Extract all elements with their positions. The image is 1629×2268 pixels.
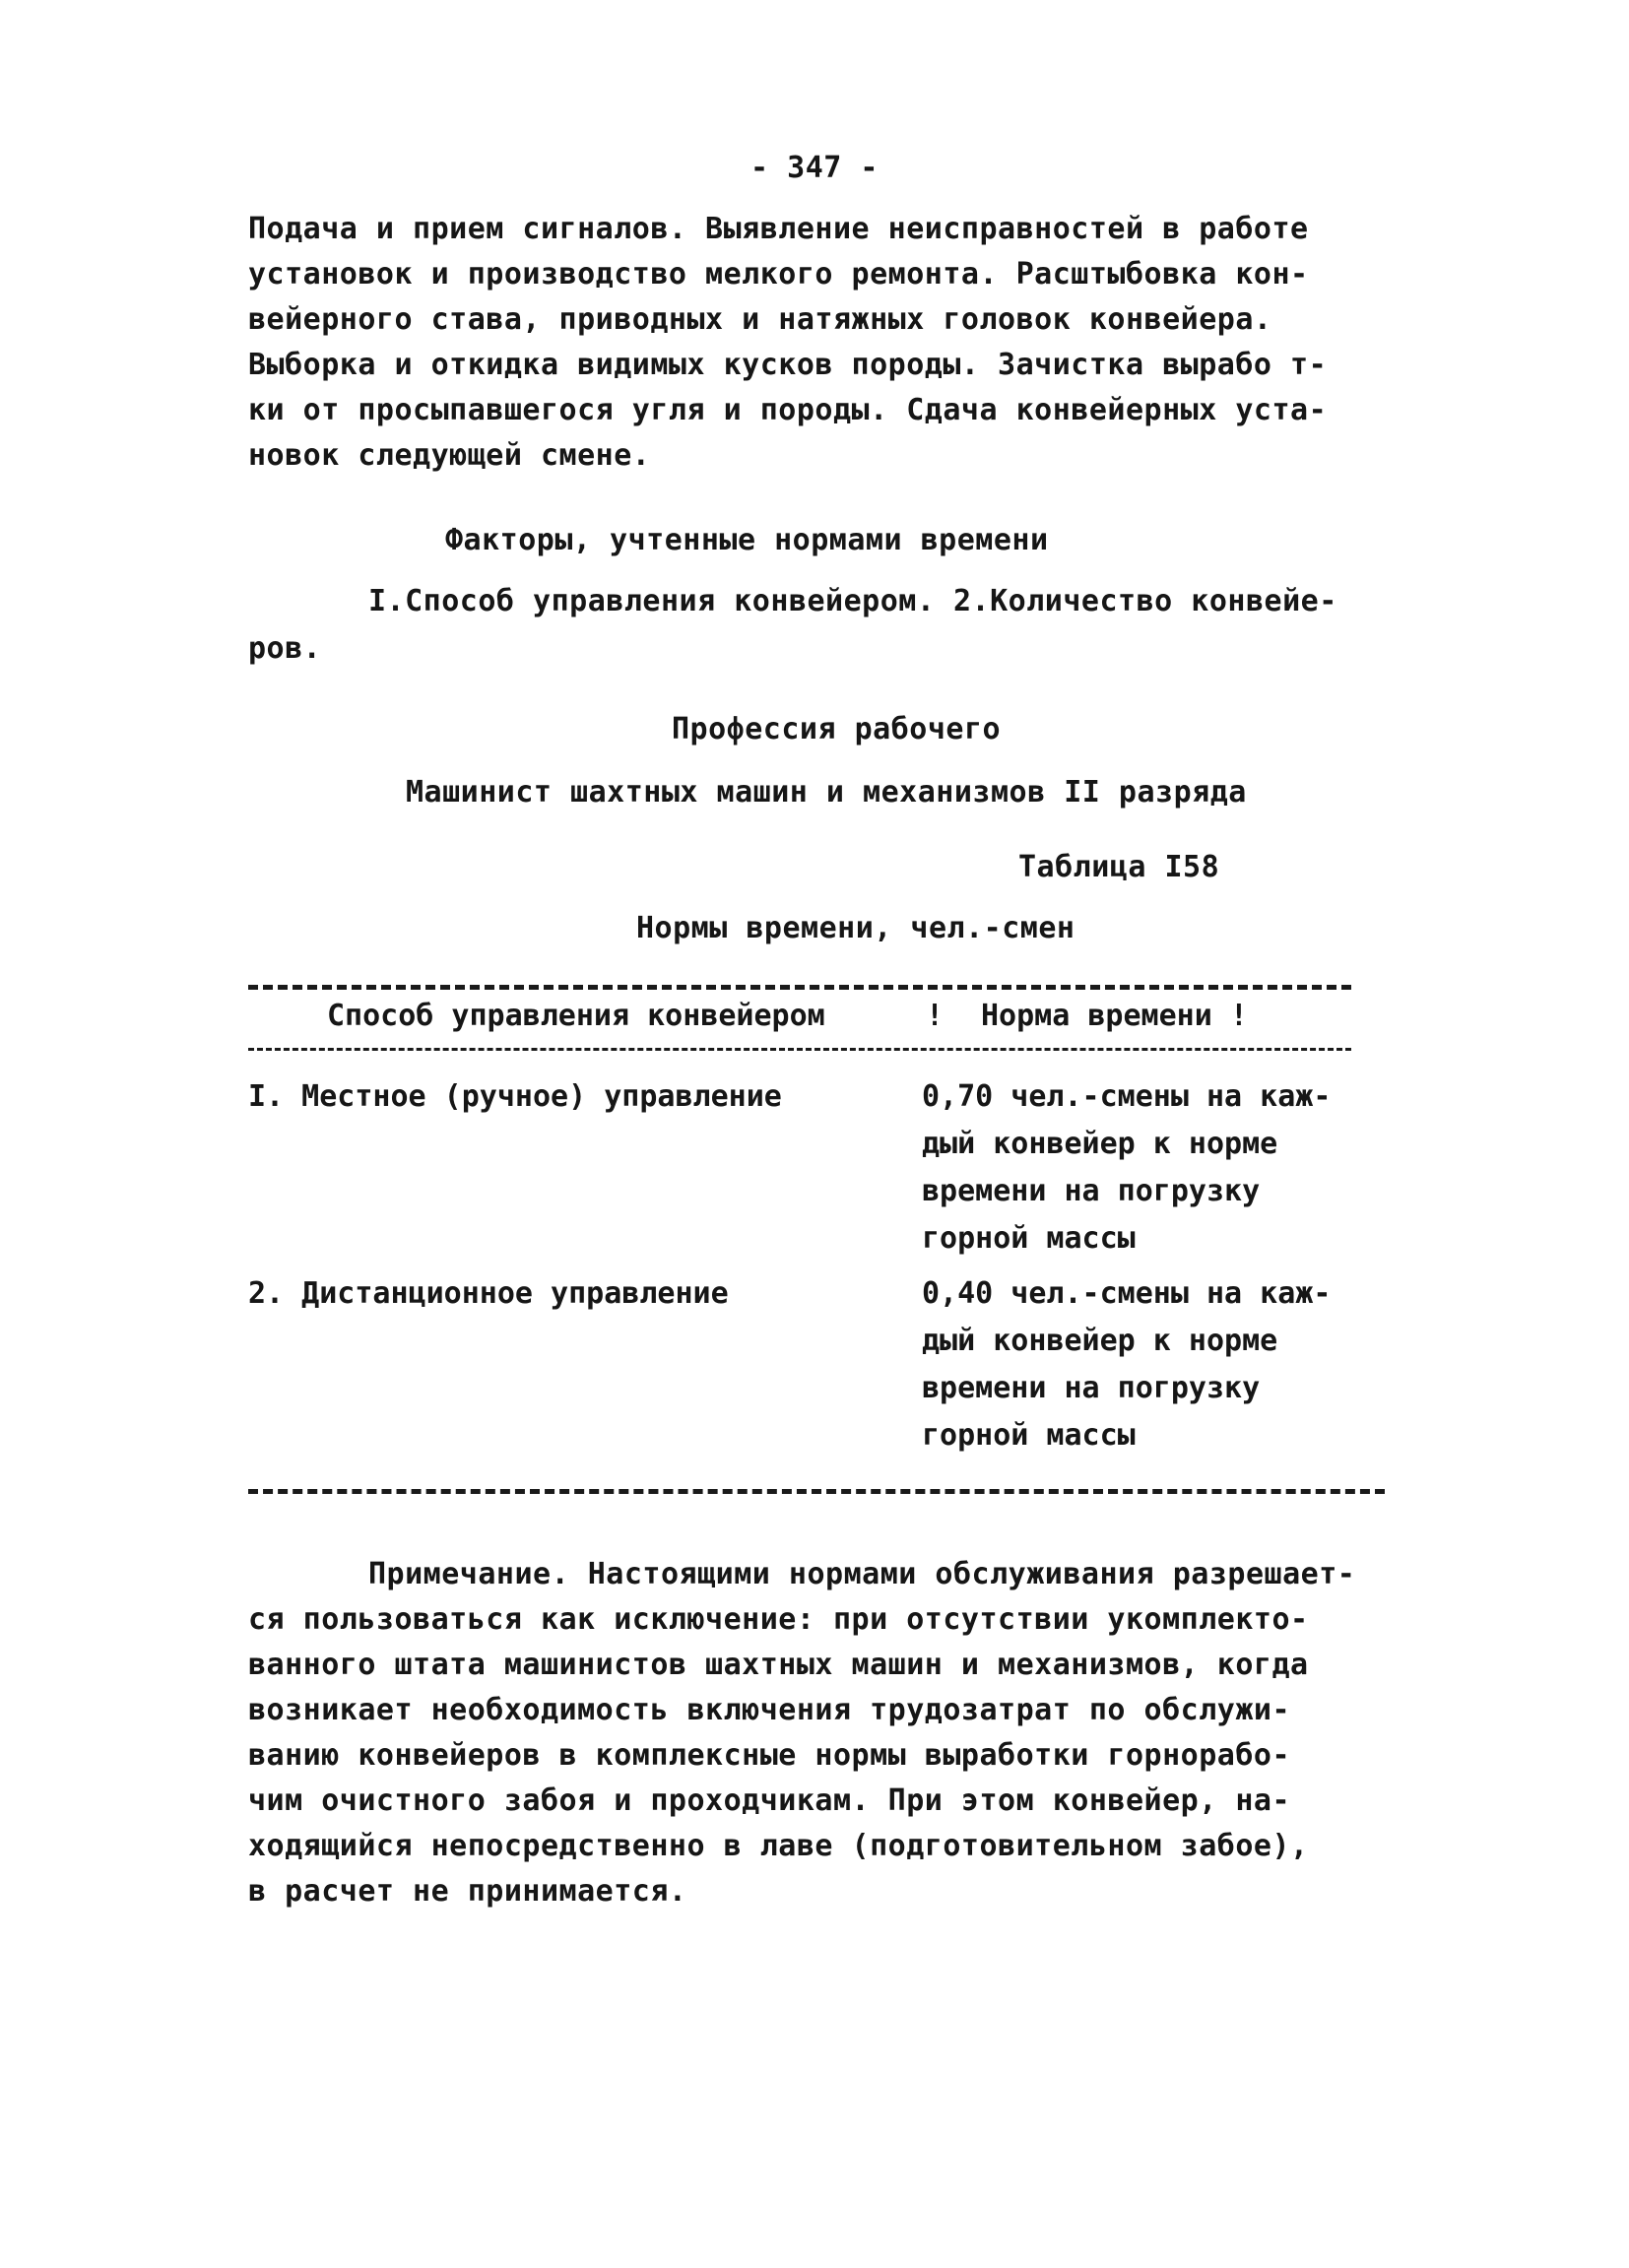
table-caption: Нормы времени, чел.-смен — [636, 911, 1075, 945]
table-bottom-rule — [248, 1489, 1385, 1494]
note-line: ходящийся непосредственно в лаве (подготовительном забое), — [248, 1829, 1309, 1863]
note-line: возникает необходимость включения трудозатрат по обслужи- — [248, 1693, 1291, 1727]
note-line: в расчет не принимается. — [248, 1874, 687, 1909]
table-row-norm-line: 0,70 чел.-смены на каж- — [922, 1079, 1332, 1114]
page-number: - 347 - — [750, 151, 879, 185]
table-label: Таблица I58 — [1018, 850, 1220, 884]
intro-line: Подача и прием сигналов. Выявление неисправностей в работе — [248, 212, 1309, 246]
intro-line: ки от просыпавшегося угля и породы. Сдача конвейерных уста- — [248, 393, 1328, 427]
table-top-rule — [248, 985, 1351, 990]
intro-line: вейерного става, приводных и натяжных головок конвейера. — [248, 302, 1272, 337]
table-header-separator: ! — [926, 999, 945, 1033]
note-line: ся пользоваться как исключение: при отсутствии укомплекто- — [248, 1602, 1309, 1637]
table-row-method: 2. Дистанционное управление — [248, 1276, 729, 1311]
table-row-norm-line: дый конвейер к норме — [922, 1324, 1278, 1358]
profession-name: Машинист шахтных машин и механизмов II разряда — [406, 775, 1247, 810]
note-line: Примечание. Настоящими нормами обслуживания разрешает- — [368, 1557, 1356, 1591]
table-row-norm-line: 0,40 чел.-смены на каж- — [922, 1276, 1332, 1311]
factors-line: ров. — [248, 631, 322, 666]
table-row-norm-line: времени на погрузку — [922, 1371, 1261, 1405]
note-line: ванию конвейеров в комплексные нормы выработки горнорабо- — [248, 1738, 1291, 1773]
table-row-method: I. Местное (ручное) управление — [248, 1079, 782, 1114]
table-row-norm-line: дый конвейер к норме — [922, 1127, 1278, 1161]
factors-line: I.Способ управления конвейером. 2.Количество конвейе- — [368, 584, 1337, 618]
table-header-method: Способ управления конвейером — [327, 999, 825, 1033]
table-row-norm-line: времени на погрузку — [922, 1174, 1261, 1208]
intro-line: установок и производство мелкого ремонта. Расштыбовка кон- — [248, 257, 1309, 292]
profession-heading: Профессия рабочего — [672, 712, 1002, 746]
intro-line: Выборка и откидка видимых кусков породы. Зачистка вырабо т- — [248, 348, 1328, 382]
table-row-norm-line: горной массы — [922, 1418, 1136, 1453]
intro-line: новок следующей смене. — [248, 438, 651, 473]
note-line: ванного штата машинистов шахтных машин и механизмов, когда — [248, 1648, 1309, 1682]
table-row-norm-line: горной массы — [922, 1221, 1136, 1256]
factors-heading: Факторы, учтенные нормами времени — [445, 523, 1049, 557]
note-line: чим очистного забоя и проходчикам. При этом конвейер, на- — [248, 1783, 1291, 1818]
table-header-norm: Норма времени ! — [981, 999, 1248, 1033]
table-header-rule — [248, 1048, 1351, 1051]
